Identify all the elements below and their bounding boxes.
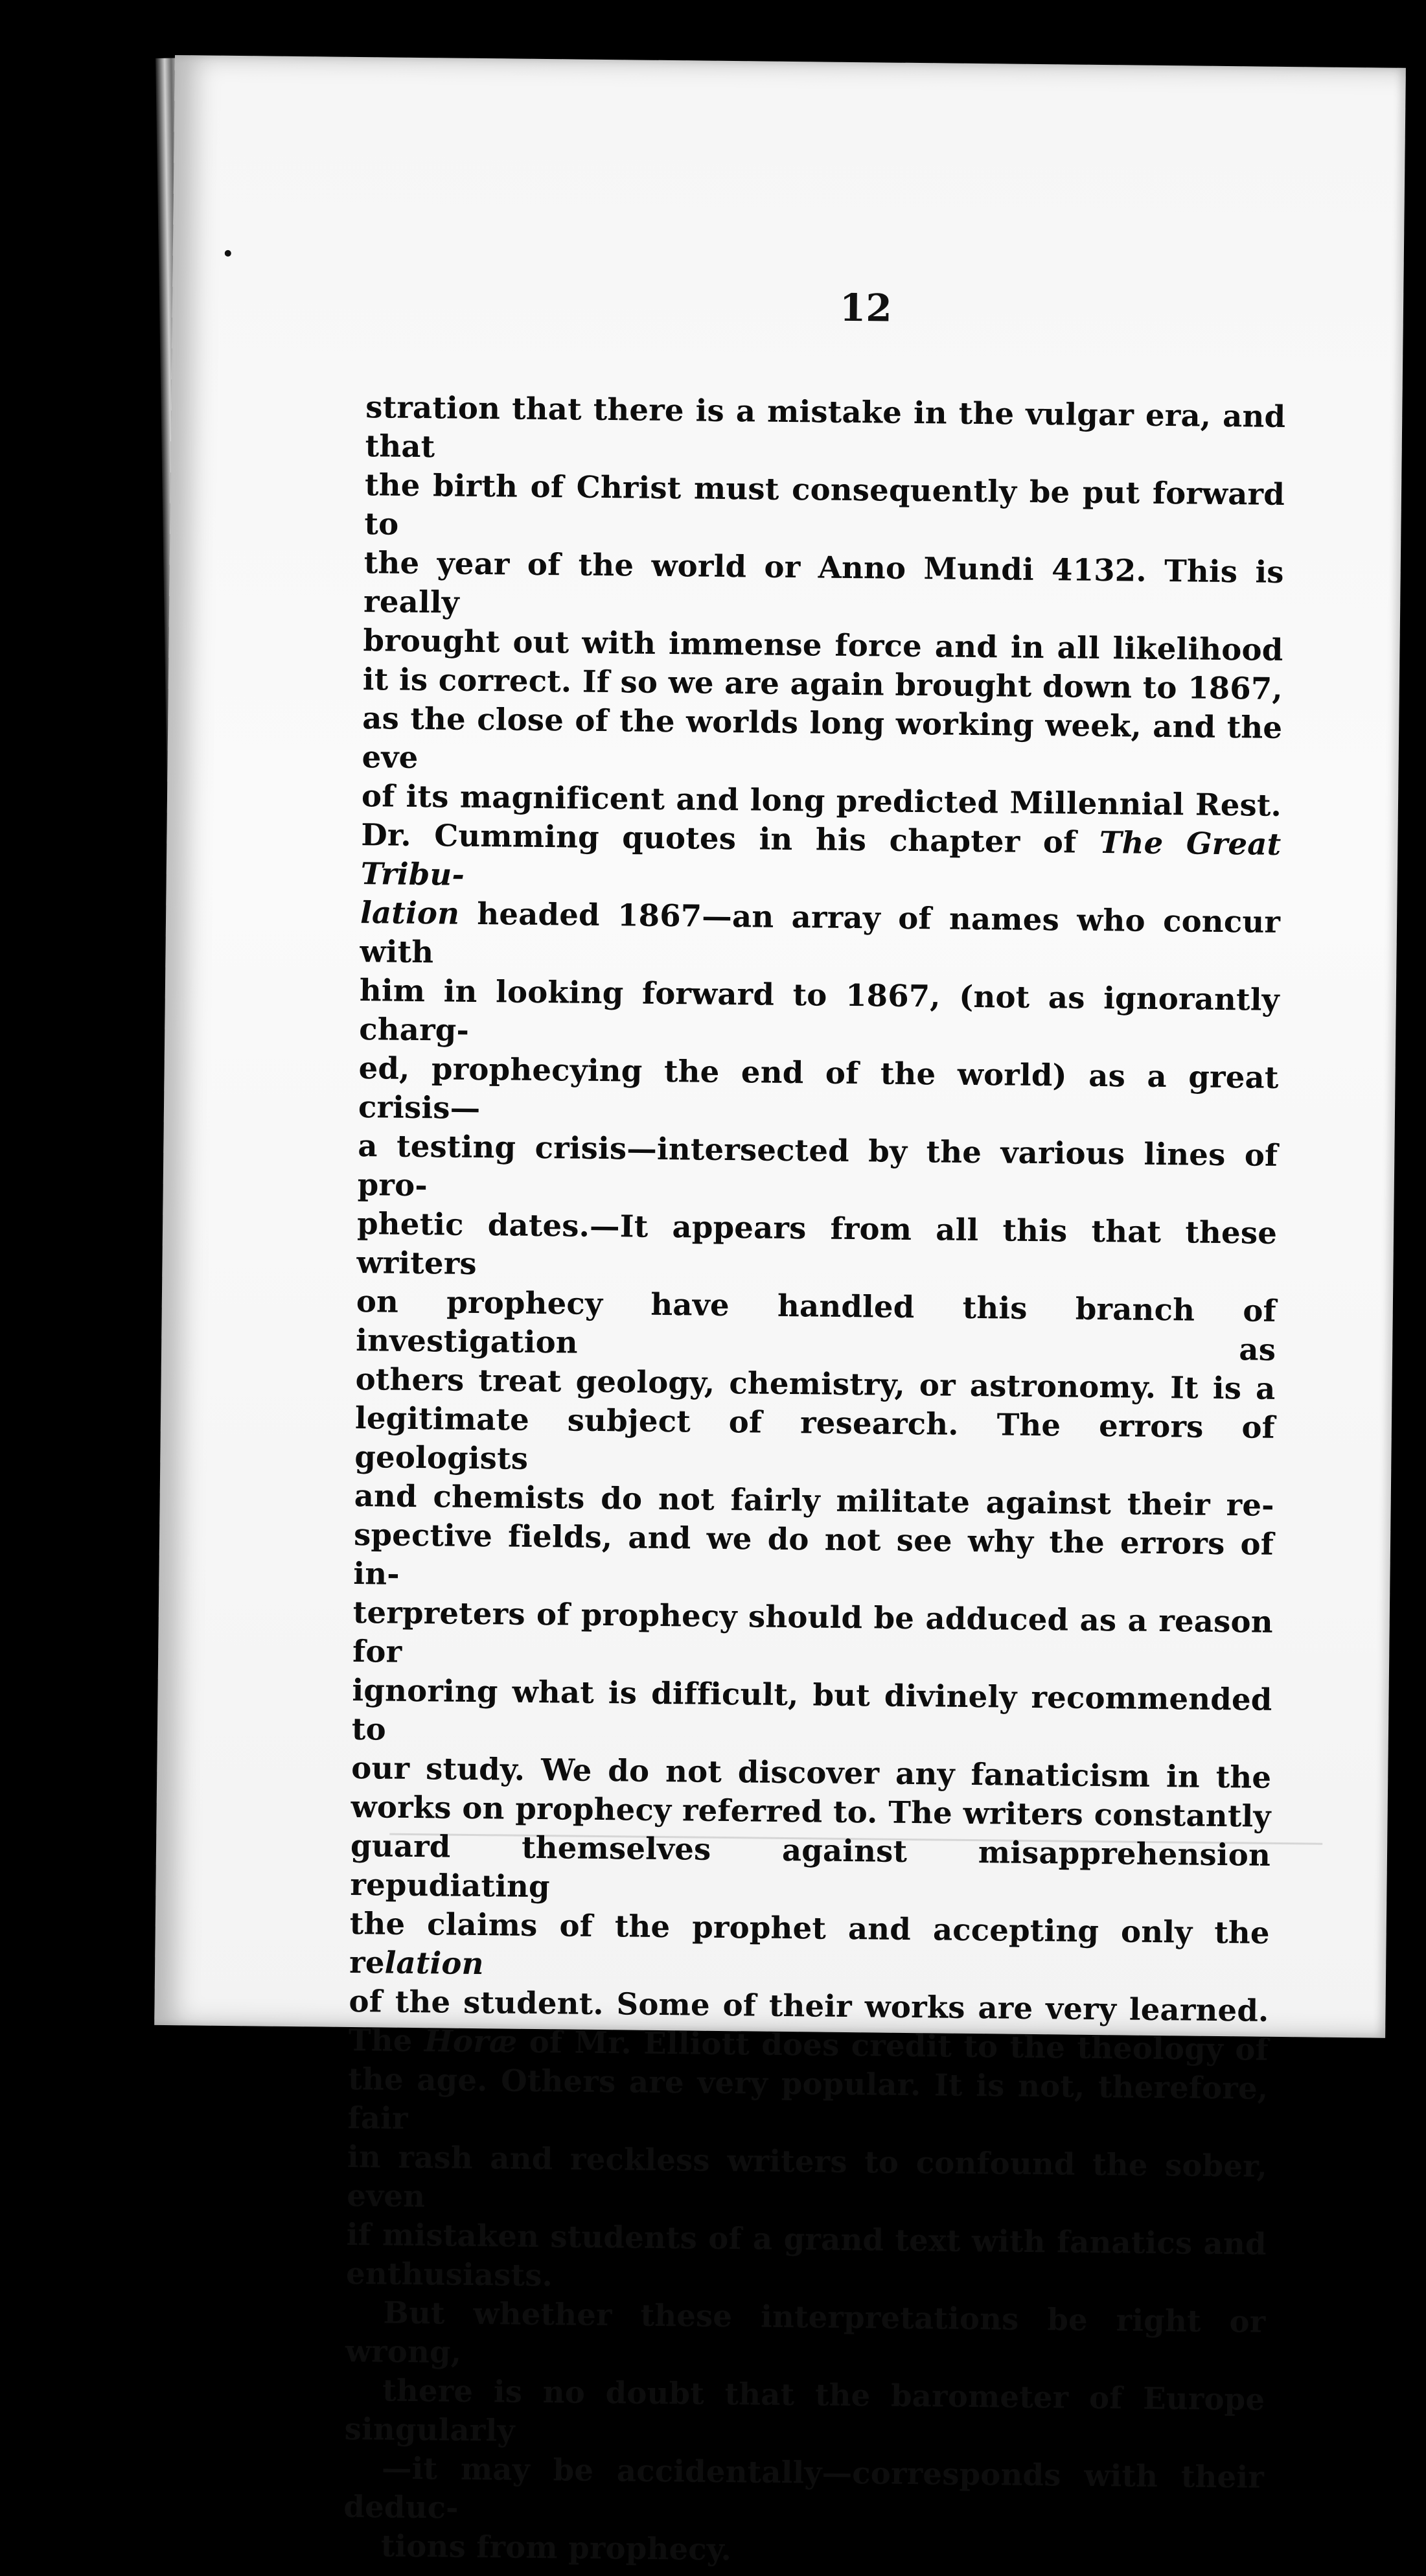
text-line: the birth of Christ must consequently be put forward to [364, 467, 1285, 542]
text-line: our study. We do not discover any fanaticism in the [351, 1749, 1272, 1795]
text-line: ignoring what is difficult, but divinely recommended to [351, 1672, 1272, 1747]
text-line: brought out with immense force and in all likelihood [363, 622, 1283, 667]
text-line: others treat geology, chemistry, or astronomy. It is a [355, 1361, 1276, 1406]
text-line: The Horæ of Mr. Elliott does credit to the theology of [348, 2021, 1269, 2067]
book-page [154, 55, 1406, 2568]
text-line: tions from prophecy. [380, 2527, 732, 2568]
text-line: guard themselves against misapprehension repudiating [350, 1827, 1271, 1905]
text-line: of its magnificent and long predicted Millennial Rest. [361, 778, 1282, 823]
text-line: if mistaken students of a grand text with fanatics and [346, 2216, 1267, 2262]
text-line: lation headed 1867—an array of names who concur with [360, 894, 1281, 970]
text-line: stration that there is a mistake in the vulgar era, and that [365, 389, 1286, 465]
text-line: in rash and reckless writers to confound the sober, even [347, 2138, 1268, 2214]
text-line: spective fields, and we do not see why the errors of in- [353, 1516, 1274, 1592]
text-line: —it may be accidentally—corresponds with their deduc- [343, 2450, 1265, 2525]
text-line: enthusiasts. [345, 2255, 553, 2293]
text-line: and chemists do not fairly militate against their re- [354, 1478, 1274, 1523]
text-line: But whether these interpretations be right or wrong, [345, 2294, 1266, 2370]
text-line: Dr. Cumming quotes in his chapter of The Great Tribu- [360, 817, 1282, 892]
page-number: 12 [839, 285, 893, 331]
text-line: there is no doubt that the barometer of Europe singularly [344, 2372, 1265, 2448]
text-line: him in looking forward to 1867, (not as ignorantly charg- [358, 972, 1280, 1048]
text-line: ed, prophecying the end of the world) as a great crisis— [358, 1050, 1279, 1126]
text-line: the claims of the prophet and accepting only the relation [349, 1905, 1271, 1982]
text-line: a testing crisis—intersected by the various lines of pro- [357, 1128, 1278, 1203]
text-line: the year of the world or Anno Mundi 4132. This is really [363, 544, 1285, 620]
text-line: as the close of the worlds long working week, and the eve [362, 700, 1283, 775]
paragraph [343, 2293, 1265, 2575]
text-line: the age. Others are very popular. It is not, therefore, fair [347, 2060, 1269, 2136]
text-line: legitimate subject of research. The errors of geologists [354, 1400, 1276, 1476]
body-text [343, 388, 1285, 2575]
text-line: it is correct. If so we are again brought down to 1867, [362, 661, 1283, 706]
text-line: on prophecy have handled this branch of investigation as [355, 1283, 1277, 1367]
text-line: works on prophecy referred to. The writers constantly [351, 1788, 1271, 1834]
ink-speck [225, 250, 231, 257]
text-line: phetic dates.—It appears from all this that these writers [356, 1205, 1278, 1281]
text-line: of the student. Some of their works are very learned. [349, 1982, 1269, 2028]
paragraph [346, 388, 1286, 2303]
text-line: terpreters of prophecy should be adduced as a reason for [352, 1594, 1274, 1669]
